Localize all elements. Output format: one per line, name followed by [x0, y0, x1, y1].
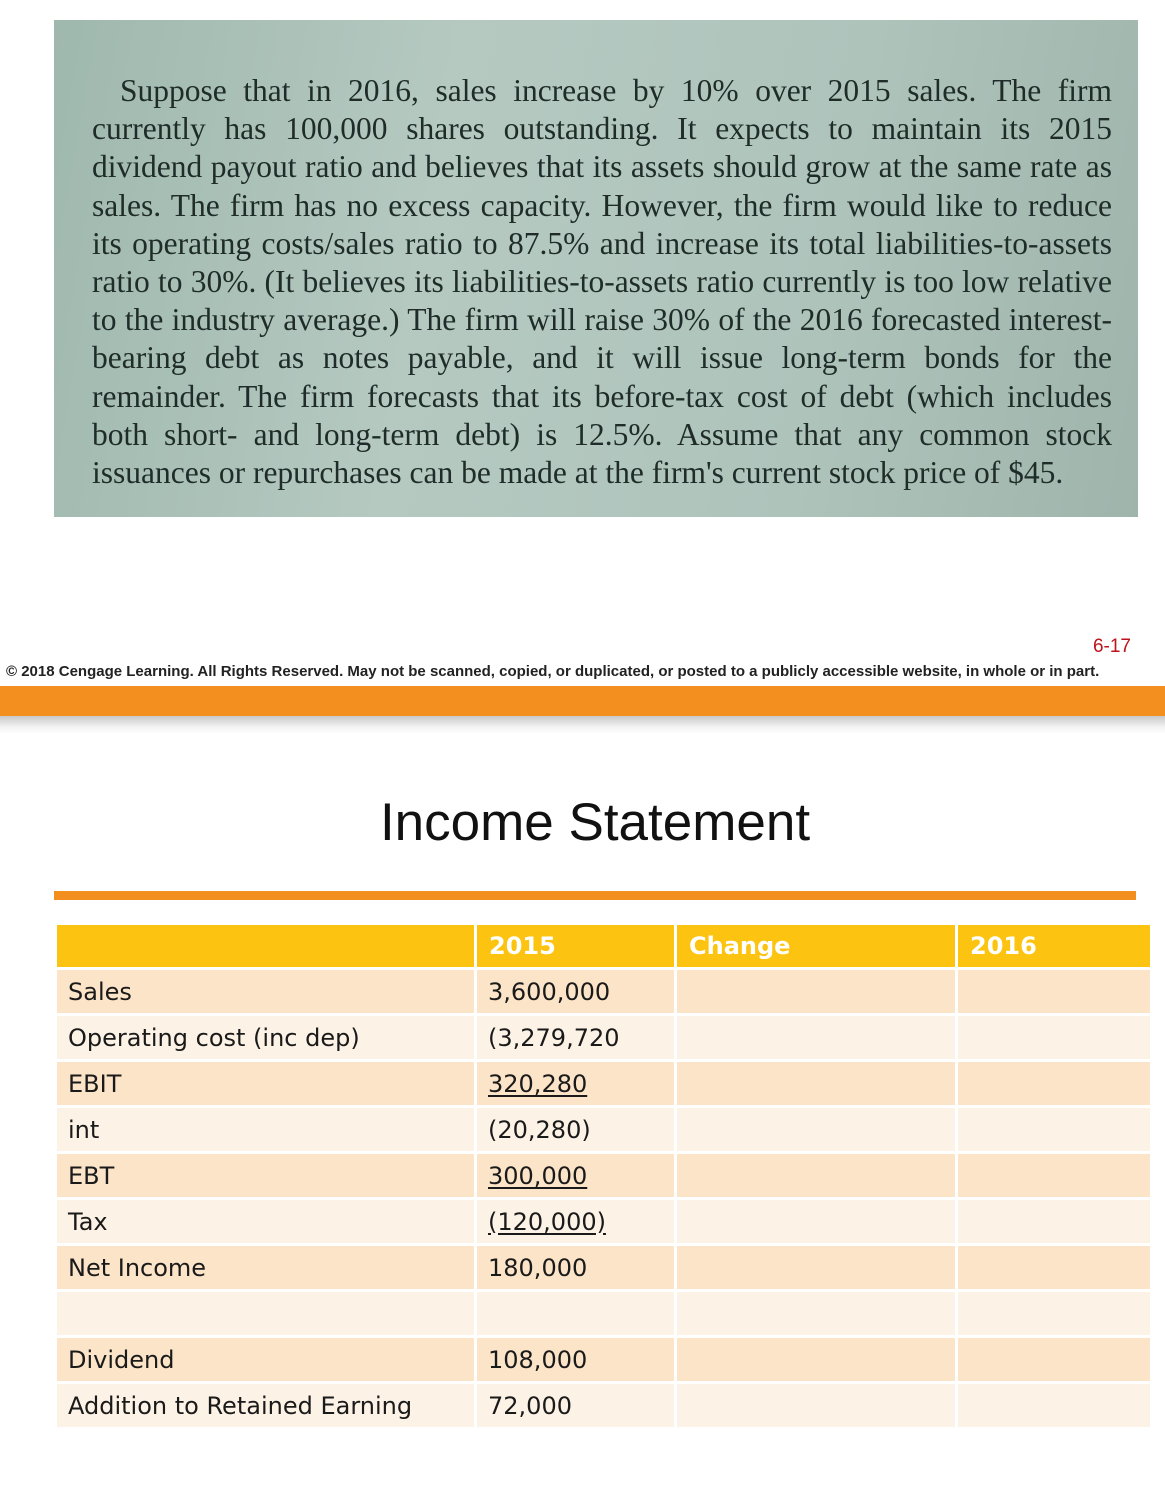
value-change	[676, 1061, 957, 1107]
row-label: Tax	[56, 1199, 476, 1245]
slide-title: Income Statement	[379, 793, 811, 852]
value-2015: 72,000	[476, 1383, 676, 1429]
value-2015-text: 320,280	[488, 1069, 588, 1098]
value-2015: (20,280)	[476, 1107, 676, 1153]
value-change	[676, 1337, 957, 1383]
header-2016: 2016	[957, 924, 1152, 969]
value-change	[676, 1245, 957, 1291]
table-row	[56, 1291, 1152, 1337]
row-label: Dividend	[56, 1337, 476, 1383]
value-2015-text: (120,000)	[488, 1207, 606, 1236]
value-2016	[957, 1199, 1152, 1245]
title-underline-rule	[54, 891, 1136, 900]
table-row	[56, 1199, 1152, 1245]
table-row	[56, 1015, 1152, 1061]
value-2016	[957, 1015, 1152, 1061]
slide-divider-band	[0, 686, 1165, 716]
value-2015: 3,600,000	[476, 969, 676, 1015]
value-2016	[957, 1245, 1152, 1291]
value-change	[676, 1153, 957, 1199]
row-label: Net Income	[56, 1245, 476, 1291]
value-change	[676, 1291, 957, 1337]
table-row	[56, 1337, 1152, 1383]
value-2015: (3,279,720	[476, 1015, 676, 1061]
value-2015	[476, 1061, 676, 1107]
row-label: Operating cost (inc dep)	[56, 1015, 476, 1061]
slide-divider-shadow	[0, 716, 1165, 734]
row-label: int	[56, 1107, 476, 1153]
table-row	[56, 1061, 1152, 1107]
value-2016	[957, 1383, 1152, 1429]
header-change: Change	[676, 924, 957, 969]
value-change	[676, 1015, 957, 1061]
value-2015	[476, 1291, 676, 1337]
row-label	[56, 1291, 476, 1337]
row-label: EBT	[56, 1153, 476, 1199]
income-statement-table	[54, 922, 1153, 1430]
row-label: Sales	[56, 969, 476, 1015]
copyright-notice: © 2018 Cengage Learning. All Rights Reserved. May not be scanned, copied, or duplicated, or posted to a publicly accessible website, in whole or in part.	[6, 663, 1100, 680]
header-2015: 2015	[476, 924, 676, 969]
table-row	[56, 1107, 1152, 1153]
value-2015	[476, 1199, 676, 1245]
value-2015: 108,000	[476, 1337, 676, 1383]
value-2015-text: 300,000	[488, 1161, 588, 1190]
value-change	[676, 1107, 957, 1153]
row-label: EBIT	[56, 1061, 476, 1107]
row-label: Addition to Retained Earning	[56, 1383, 476, 1429]
value-2016	[957, 1291, 1152, 1337]
table-row	[56, 1245, 1152, 1291]
table-header-row	[56, 924, 1152, 969]
table-row	[56, 969, 1152, 1015]
table-row	[56, 1383, 1152, 1429]
value-2015: 180,000	[476, 1245, 676, 1291]
value-2015	[476, 1153, 676, 1199]
value-2016	[957, 1153, 1152, 1199]
value-2016	[957, 1337, 1152, 1383]
value-change	[676, 1383, 957, 1429]
value-2016	[957, 969, 1152, 1015]
page-number: 6-17	[1092, 636, 1131, 657]
problem-photo	[54, 20, 1138, 517]
value-change	[676, 1199, 957, 1245]
header-label	[56, 924, 476, 969]
value-2016	[957, 1107, 1152, 1153]
problem-text: Suppose that in 2016, sales increase by 10% over 2015 sales. The firm currently has 100,000 shares outstanding. It expects to maintain its 2015 dividend payout ratio and believes that its assets should grow at the same rate as sales. The firm has no excess capacity. However, the firm would like to reduce its operating costs/sales ratio to 87.5% and increase its total liabilities-to-assets ratio to 30%. (It believes its liabilities-to-assets ratio currently is too low relative to the industry average.) The firm will raise 30% of the 2016 forecasted interest-bearing debt as notes payable, and it will issue long-term bonds for the remainder. The firm forecasts that its before-tax cost of debt (which includes both short- and long-term debt) is 12.5%. Assume that any common stock issuances or repurchases can be made at the firm's current stock price of $45.	[92, 73, 1112, 491]
table-row	[56, 1153, 1152, 1199]
value-change	[676, 969, 957, 1015]
value-2016	[957, 1061, 1152, 1107]
